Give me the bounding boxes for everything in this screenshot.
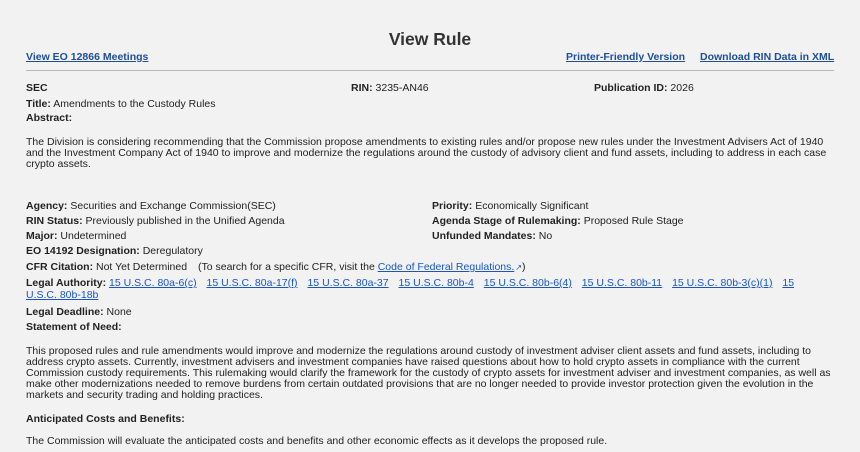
legal-deadline-field — [26, 306, 132, 318]
eo-label: EO 14192 Designation: — [26, 245, 140, 257]
cfr-note: (To search for a specific CFR, visit the — [197, 261, 375, 273]
major-value: Undetermined — [60, 230, 127, 242]
legal-authority-link[interactable]: 15 U.S.C. 80b-11 — [581, 277, 663, 289]
pubid-value: 2026 — [670, 82, 694, 94]
eo-value: Deregulatory — [142, 245, 203, 257]
unfunded-mandates-field — [432, 230, 552, 242]
publication-id-field — [594, 82, 694, 94]
legal-authority-link[interactable]: 15 U.S.C. 80b-6(4) — [483, 277, 572, 289]
priority-value: Economically Significant — [475, 200, 589, 212]
abstract-label: Abstract: — [26, 112, 73, 124]
unfunded-value: No — [538, 230, 553, 242]
costs-benefits-label: Anticipated Costs and Benefits: — [26, 413, 185, 425]
agency-field — [26, 200, 276, 212]
priority-label: Priority: — [432, 200, 473, 212]
rin-status-label: RIN Status: — [26, 215, 83, 227]
agenda-stage-value: Proposed Rule Stage — [583, 215, 684, 227]
external-link-icon: ↗︎ — [515, 263, 523, 272]
cfr-value: Not Yet Determined — [96, 261, 188, 273]
agency-value: Securities and Exchange Commission(SEC) — [70, 200, 276, 212]
rin-label: RIN: — [351, 82, 373, 94]
cfr-link[interactable]: Code of Federal Regulations. — [377, 261, 515, 273]
agenda-stage-field — [432, 215, 684, 227]
agenda-stage-label: Agenda Stage of Rulemaking: — [432, 215, 581, 227]
title-value: Amendments to the Custody Rules — [53, 98, 216, 110]
unfunded-label: Unfunded Mandates: — [432, 230, 536, 242]
priority-field — [432, 200, 588, 212]
statement-of-need-text: This proposed rules and rule amendments would improve and modernize the regulations around custody of investment adviser client assets and fund assets, including to address crypto assets. Currently, investment advisers and investment companies have raised questions about how to hold crypto assets in compliance with the current Commission custody requirements. This rulemaking would clarify the framework for the custody of crypto assets for investment adviser and investment companies, as well as make other modernizations needed to remove burdens from certain outdated provisions that are no longer needed to provide investor protection given the evolution in the markets and security trading and holding practices. — [26, 345, 831, 401]
legal-authority-continued — [26, 289, 98, 301]
legal-authority-link[interactable]: 15 U.S.C. 80a-37 — [307, 277, 389, 289]
rin-status-value: Previously published in the Unified Agenda — [85, 215, 285, 227]
legal-authority-link[interactable]: 15 U.S.C. 80a-6(c) — [109, 277, 197, 289]
statement-of-need-label: Statement of Need: — [26, 321, 122, 333]
legal-authority-link[interactable]: 15 — [782, 277, 795, 289]
rin-status-field — [26, 215, 285, 227]
agency-short: SEC — [26, 82, 48, 94]
title-label: Title: — [26, 98, 51, 110]
pubid-label: Publication ID: — [594, 82, 668, 94]
eo-designation-field — [26, 245, 203, 257]
major-field — [26, 230, 126, 242]
view-eo-meetings-link[interactable]: View EO 12866 Meetings — [26, 51, 149, 63]
legal-authority-link[interactable]: 15 U.S.C. 80b-3(c)(1) — [672, 277, 773, 289]
legal-authority-field — [26, 277, 801, 289]
legal-authority-label: Legal Authority: — [26, 277, 107, 289]
abstract-text: The Division is considering recommending that the Commission propose amendments to existing rules and/or propose new rules under the Investment Advisers Act of 1940 and the Investment Company Act of 1940 to improve and modernize the regulations around the custody of advisory client and fund assets, including to address in each case crypto assets. — [26, 136, 827, 170]
legal-authority-link[interactable]: 15 U.S.C. 80b-4 — [398, 277, 474, 289]
cfr-close-paren: ) — [522, 261, 526, 273]
legal-deadline-label: Legal Deadline: — [26, 306, 104, 318]
rin-value: 3235-AN46 — [375, 82, 429, 94]
cfr-citation-field — [26, 261, 526, 273]
cfr-label: CFR Citation: — [26, 261, 94, 273]
page-title: View Rule — [388, 29, 472, 49]
legal-authority-link[interactable]: U.S.C. 80b-18b — [26, 289, 99, 301]
costs-benefits-text: The Commission will evaluate the anticipated costs and benefits and other economic effects as it develops the proposed rule. — [26, 435, 608, 447]
title-field — [26, 98, 216, 110]
printer-friendly-link[interactable]: Printer-Friendly Version — [566, 51, 686, 63]
rin-field — [351, 82, 429, 94]
download-xml-link[interactable]: Download RIN Data in XML — [700, 51, 835, 63]
agency-label: Agency: — [26, 200, 68, 212]
major-label: Major: — [26, 230, 58, 242]
legal-authority-link[interactable]: 15 U.S.C. 80a-17(f) — [206, 277, 298, 289]
legal-deadline-value: None — [106, 306, 132, 318]
header-divider — [26, 70, 834, 71]
